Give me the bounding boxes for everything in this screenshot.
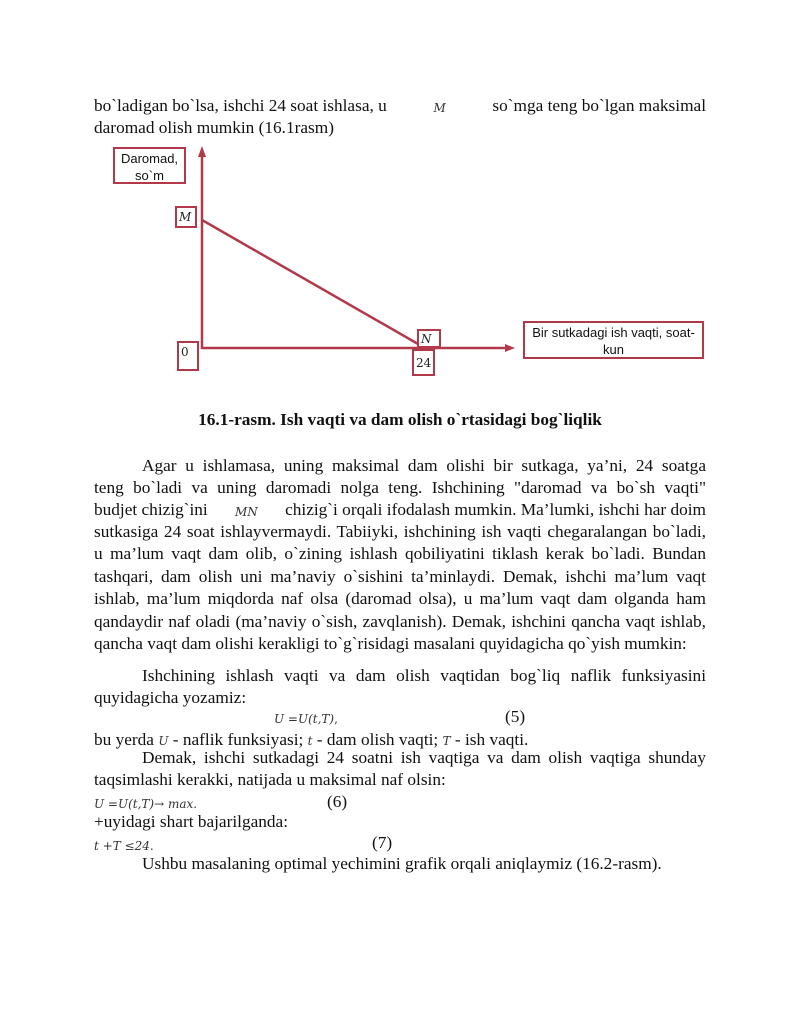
where-pre: bu yerda — [94, 730, 154, 749]
para1-rest: sutkasiga 24 soat ishlayvermaydi. Tabiiyki, ishchining ish vaqti chegaralangan bo`ladi, u ma’lum vaqt dam olib, o`zining ishlash qobiliyatini tiklash kerak bo`ladi. Bundan tashqari, dam olish uni ma’naviy o`sishini ta’minlaydi. Demak, ishchi ma’lum vaqt ishlab, ma’lum miqdorda naf olsa (daromad olsa), u ma’lum vaqt dam olganda ham qandaydir naf oladi (ma’naviy o`sish, zavqlanish). Demak, ishchini qancha vaqt ishlab, qancha vaqt dam olishi kerakligi to`g`risidagi masalani quyidagicha qo`yish mumkin: — [94, 522, 706, 654]
eq5-punct: , — [334, 712, 338, 726]
x-axis-label: Bir sutkadagi ish vaqti, soat-kun — [532, 325, 695, 357]
eq7-punct: . — [149, 839, 154, 853]
y-axis-label-box — [113, 147, 186, 184]
eq5-formula: U =U(t,T) — [274, 712, 335, 726]
tick-24-label: 24 — [416, 356, 432, 370]
eq7-formula: t +T ≤24 — [94, 839, 150, 853]
tick-24-box — [412, 349, 435, 376]
eq6-number: (6) — [327, 792, 348, 811]
intro-line-2: daromad olish mumkin (16.1rasm) — [94, 118, 334, 137]
para1-text-post: chizig`i orqali ifodalash mumkin. Ma’lumki, ishchi har doim — [285, 500, 706, 519]
final-line: Ushbu masalaning optimal yechimini grafik orqali aniqlaymiz (16.2-rasm). — [142, 854, 662, 873]
para2: Ishchining ishlash vaqti va dam olish vaqtidan bog`liq naflik funksiyasini quyidagicha yozamiz: — [94, 666, 706, 708]
where-var-u: U — [158, 734, 169, 748]
para1-text-pre: budjet chizig`ini — [94, 500, 208, 519]
where-mid1: - naflik funksiyasi; — [172, 730, 304, 749]
point-n-box — [417, 329, 441, 348]
y-axis-arrow — [198, 146, 206, 157]
point-m-label: M — [179, 210, 192, 224]
eq7-number: (7) — [372, 833, 393, 852]
where-var-cap-t: T — [442, 734, 451, 748]
para1-line-2: teng bo`ladi va uning daromadi nolga teng. Ishchining "daromad va bo`sh vaqti" — [94, 478, 706, 497]
x-axis-label-box — [523, 321, 704, 359]
para1-line-1: Agar u ishlamasa, uning maksimal dam olishi bir sutkaga, ya’ni, 24 soatga — [142, 456, 706, 475]
condition-line: +uyidagi shart bajarilganda: — [94, 812, 289, 831]
x-axis-arrow — [505, 344, 515, 352]
eq5-number: (5) — [505, 707, 526, 726]
para3: Demak, ishchi sutkadagi 24 soatni ish vaqtiga va dam olish vaqtiga shunday taqsimlashi kerakki, natijada u maksimal naf olsin: — [94, 748, 706, 790]
point-m-box — [175, 206, 197, 228]
where-end: - ish vaqti. — [454, 730, 529, 749]
origin-box — [177, 341, 199, 371]
budget-line-mn — [202, 220, 425, 348]
eq6-formula: U =U(t,T)→ max — [94, 797, 194, 811]
equation-5 — [274, 707, 338, 730]
y-axis-label: Daromad, so`m — [120, 151, 179, 183]
intro-text-post: so`mga teng bo`lgan maksimal — [492, 96, 706, 115]
origin-label: 0 — [181, 345, 189, 359]
para1-line-3 — [94, 499, 706, 523]
where-mid2: - dam olish vaqti; — [316, 730, 439, 749]
point-n-label: N — [421, 332, 432, 346]
figure-caption: 16.1-rasm. Ish vaqti va dam olish o`rtasidagi bog`liqlik — [198, 410, 602, 429]
intro-text-pre: bo`ladigan bo`lsa, ishchi 24 soat ishlasa, u — [94, 96, 387, 115]
eq6-punct: . — [193, 797, 198, 811]
intro-var-m: M — [433, 101, 446, 115]
para1-var-mn: MN — [235, 505, 258, 519]
where-var-t: t — [307, 734, 313, 748]
